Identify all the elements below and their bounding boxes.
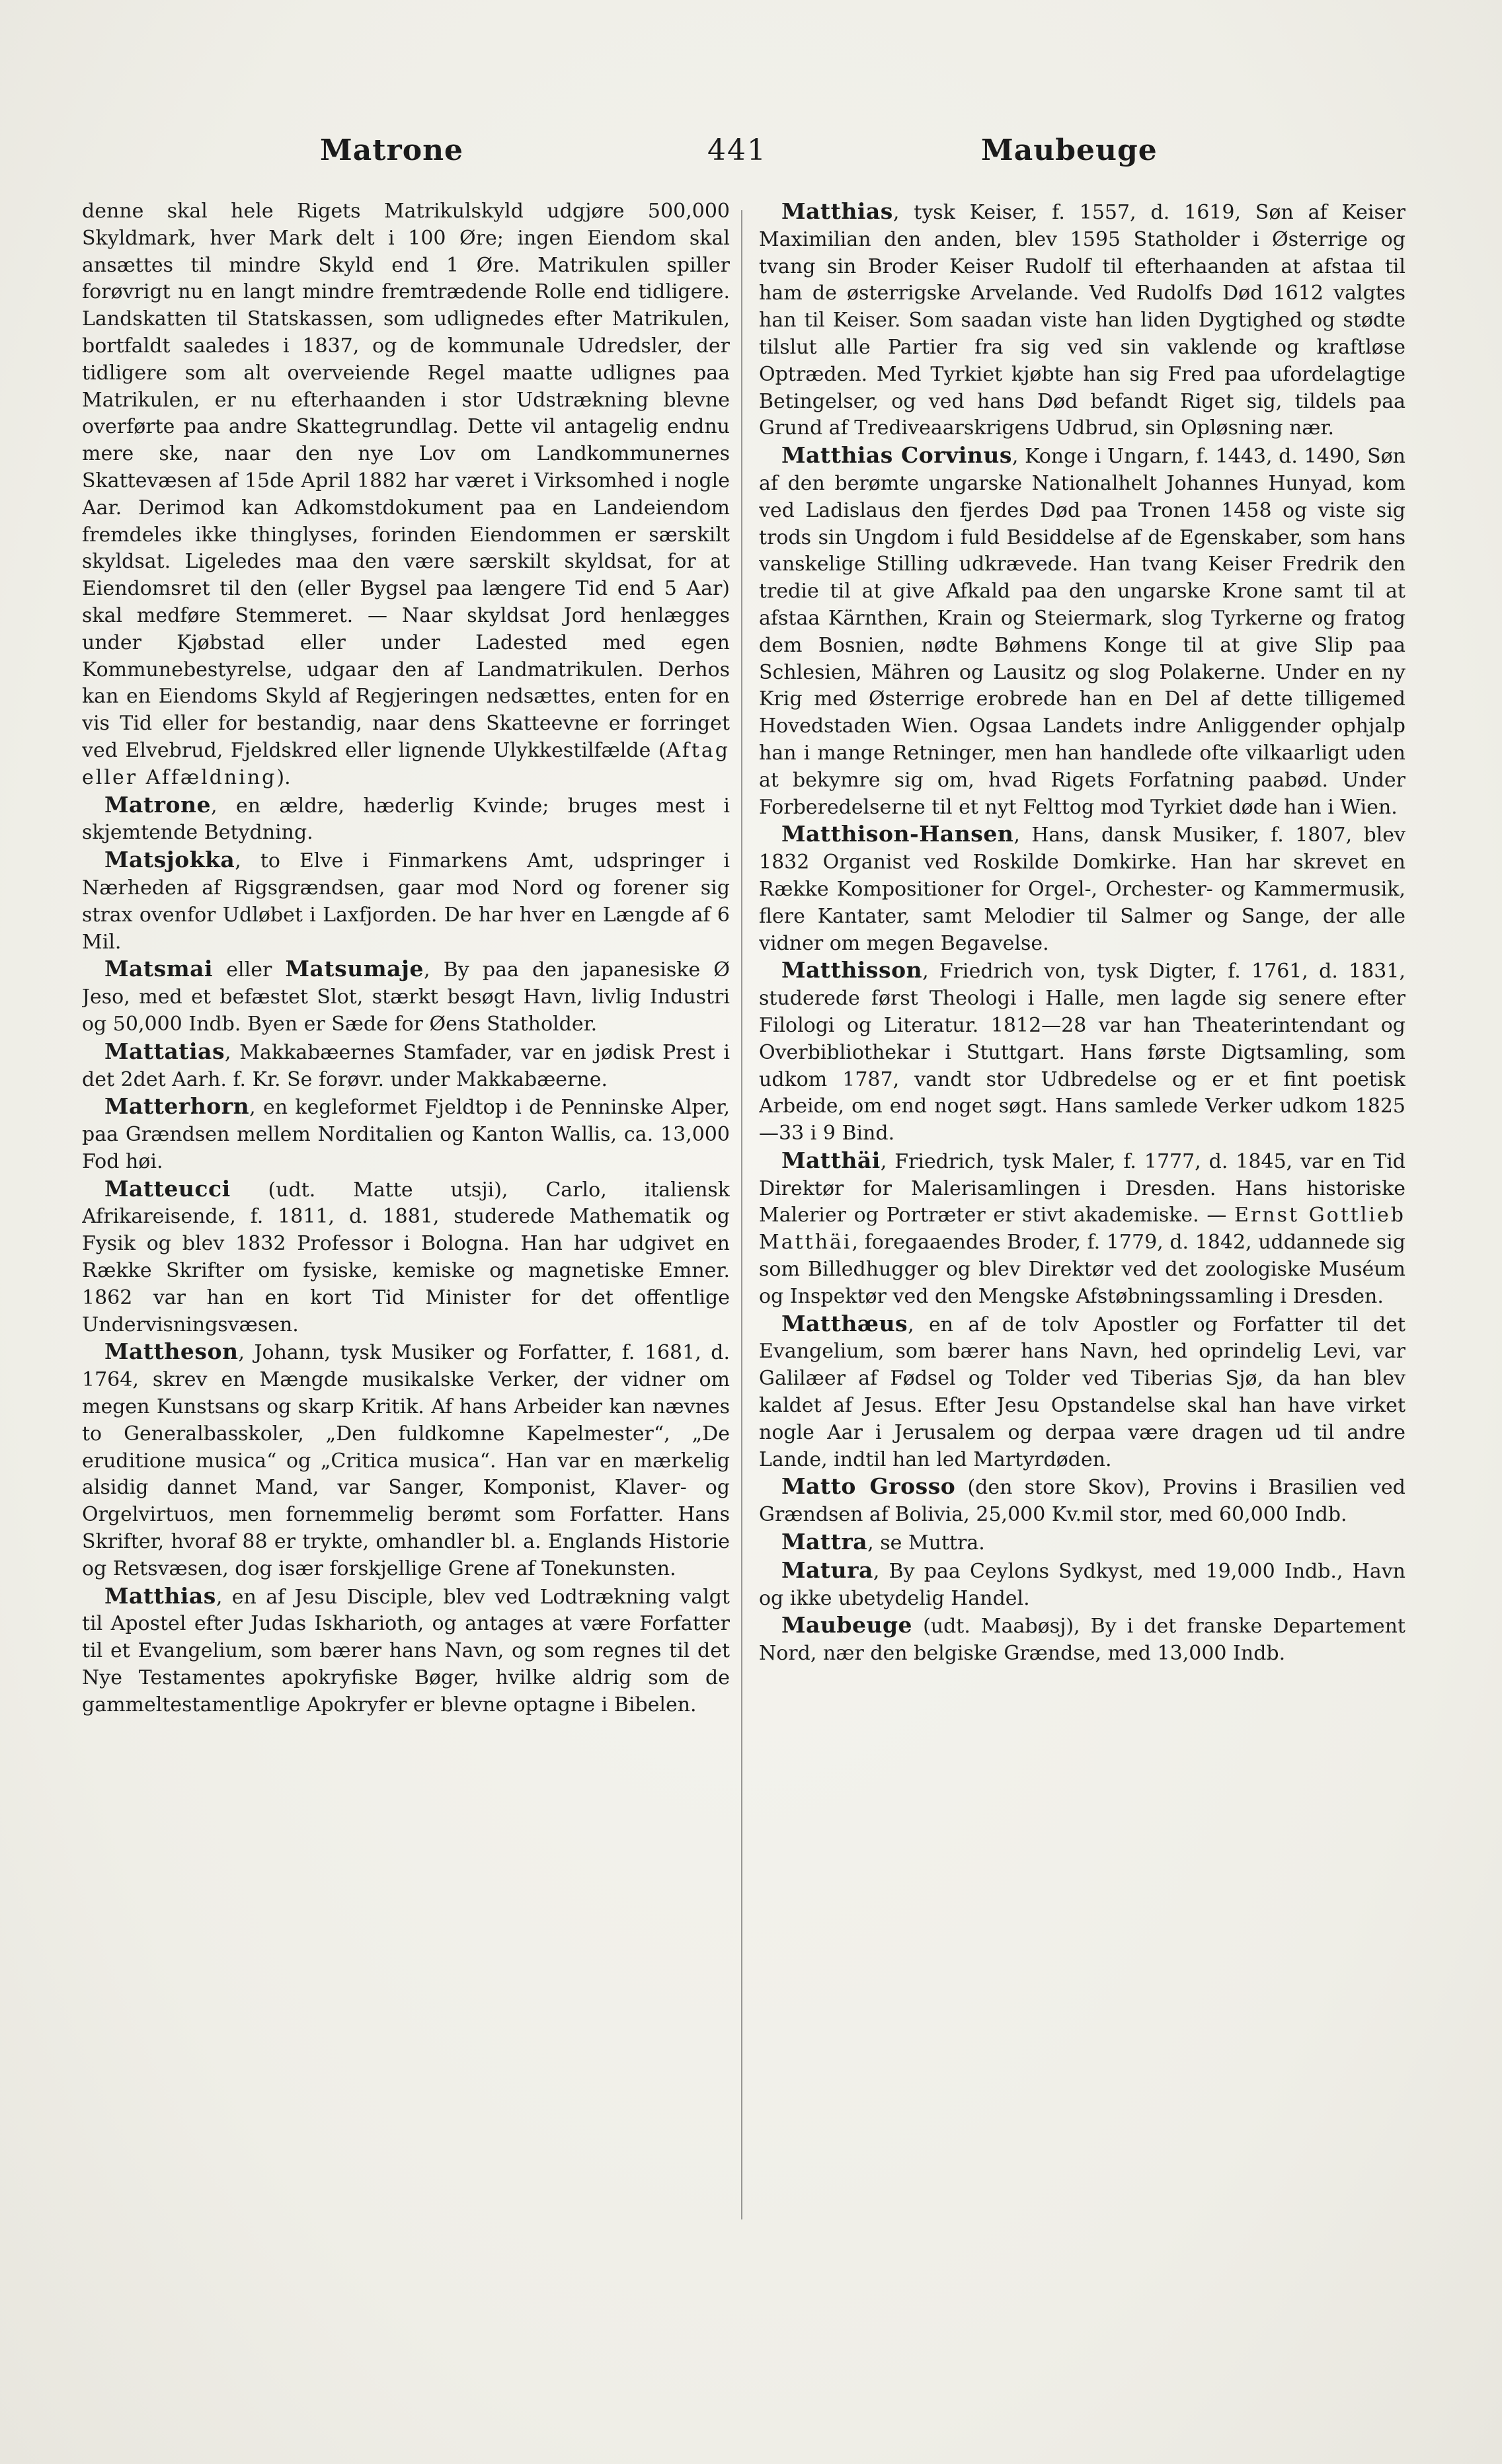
- continued-text-end: ).: [276, 765, 291, 789]
- entry-headword: Matthäi: [781, 1147, 881, 1173]
- entry-text: , Konge i Ungarn, f. 1443, d. 1490, Søn af den berømte ungarske Nationalhelt Johannes Hunyad, kom ved Ladislaus den fjerdes Død paa Tronen 1458 og viste sig trods sin Ungdom i fuld Besiddelse af de Egenskaber, som hans vanskelige Stilling udkrævede. Han tvang Keiser Fredrik den tredie til at give Afkald paa den ungarske Krone samt til at afstaa Kärnthen, Krain og Steiermark, slog Tyrkerne og fratog dem Bosnien, nødte Bøhmens Konge til at give Slip paa Schlesien, Mähren og Lausitz og slog Polakerne. Under en ny Krig med Østerrige erobrede han en Del af dette tilligemed Hovedstaden Wien. Ogsaa Landets indre Anliggender ophjalp han i mange Retninger, men han handlede ofte vilkaarligt uden at bekymre sig om, hvad Rigets Forfatning paabød. Under Forberedelserne til et nyt Felttog mod Tyrkiet døde han i Wien.: [759, 445, 1405, 819]
- entry: [82, 1338, 730, 1582]
- spaced-name: Ernst Gottlieb Matthäi: [759, 1204, 1405, 1254]
- entry: [759, 821, 1405, 957]
- entry: [759, 1147, 1405, 1311]
- entry: [82, 1093, 730, 1175]
- entry-headword: Mattheson: [104, 1338, 239, 1365]
- entry: [759, 198, 1405, 442]
- entry: [759, 1473, 1405, 1529]
- entry: [82, 1038, 730, 1094]
- page-header: [82, 124, 1404, 177]
- entry-text: , By paa den japanesiske Ø Jeso, med et befæstet Slot, stærkt besøgt Havn, livlig Industri og 50,000 Indb. Byen er Sæde for Øens Statholder.: [82, 958, 730, 1036]
- spaced-term: Aftag eller Affældning: [82, 738, 730, 789]
- entry-text: , Friedrich, tysk Maler, f. 1777, d. 1845, var en Tid Direktør for Malerisamlingen i Dresden. Hans historiske Malerier og Portræter er stivt akademiske. —: [759, 1149, 1405, 1227]
- entry-text: , Johann, tysk Musiker og Forfatter, f. 1681, d. 1764, skrev en Mængde musikalske Verker, der vidner om megen Kunstsans og skarp Kritik. Af hans Arbeider kan nævnes to Generalbasskoler, „Den fuldkomne Kapelmester“, „De eruditione musica“ og „Critica musica“. Han var en mærkelig alsidig dannet Mand, var Sanger, Komponist, Klaver- og Orgelvirtuos, men fornemmelig berømt som Forfatter. Hans Skrifter, hvoraf 88 er trykte, omhandler bl. a. Englands Historie og Retsvæsen, dog især forskjellige Grene af Tonekunsten.: [82, 1341, 730, 1580]
- entry-headword: Matthisson: [781, 957, 923, 983]
- entry: [759, 442, 1405, 821]
- entry-text: , se Muttra.: [867, 1531, 985, 1555]
- entry-text: , By paa Ceylons Sydkyst, med 19,000 Indb., Havn og ikke ubetydelig Handel.: [759, 1559, 1405, 1610]
- entry-text: , Friedrich von, tysk Digter, f. 1761, d. 1831, studerede først Theologi i Halle, men lagde sig senere efter Filologi og Literatur. 1812—28 var han Theaterintendant og Overbibliothekar i Stuttgart. Hans første Digtsamling, som udkom 1787, vandt stor Udbredelse og er et fint poetisk Arbeide, om end noget søgt. Hans samlede Verker udkom 1825—33 i 9 Bind.: [759, 960, 1405, 1145]
- entry-text: , tysk Keiser, f. 1557, d. 1619, Søn af Keiser Maximilian den anden, blev 1595 Statholder i Østerrige og tvang sin Broder Keiser Rudolf til efterhaanden at afstaa til ham de østerrigske Arvelande. Ved Rudolfs Død 1612 valgtes han til Keiser. Som saadan viste han liden Dygtighed og stødte tilslut alle Partier fra sig ved sin vaklende og kraftløse Optræden. Med Tyrkiet kjøbte han sig Fred paa ufordelagtige Betingelser, og ved hans Død befandt Riget sig, tildels paa Grund af Tredivеaarskrigens Udbrud, sin Opløsning nær.: [759, 201, 1405, 440]
- entry-text: , Hans, dansk Musiker, f. 1807, blev 1832 Organist ved Roskilde Domkirke. Han har skrevet en Række Kompositioner for Orgel-, Orchester- og Kammermusik, flere Kantater, samt Melodier til Salmer og Sange, der alle vidner om megen Begavelse.: [759, 824, 1405, 955]
- entry-headword-alt: Matsumaje: [285, 956, 424, 982]
- entry-headword: Matterhorn: [104, 1093, 250, 1120]
- entry-headword: Matura: [781, 1557, 873, 1583]
- entry-text: (udt. Maabøsj), By i det franske Departement Nord, nær den belgiske Grændse, med 13,000 Indb.: [759, 1615, 1405, 1666]
- entry-text: (den store Skov), Provins i Brasilien ved Grændsen af Bolivia, 25,000 Kv.mil stor, med 60,000 Indb.: [759, 1476, 1405, 1527]
- entry-text: (udt. Matte utsji), Carlo, italiensk Afrikareisende, f. 1811, d. 1881, studerede Mathematik og Fysik og blev 1832 Professor i Bologna. Han har udgivet en Række Skrifter om fysiske, kemiske og magnetiske Emner. 1862 var han en kort Tid Minister for det offentlige Undervisningsvæsen.: [82, 1178, 730, 1336]
- entry: [82, 1176, 730, 1339]
- entry-text: , to Elve i Finmarkens Amt, udspringer i Nærheden af Rigsgrændsen, gaar mod Nord og forener sig strax ovenfor Udløbet i Laxfjorden. De har hver en Længde af 6 Mil.: [82, 849, 730, 954]
- entry: [82, 1583, 730, 1719]
- column-divider: [741, 210, 742, 2219]
- entry: [759, 1612, 1405, 1668]
- entry-headword: Mattra: [781, 1529, 868, 1555]
- entry: [82, 792, 730, 847]
- entry-headword: Matthias Corvinus: [781, 442, 1012, 469]
- entry-headword: Matteucci: [104, 1175, 231, 1202]
- entry-text: , en kegleformet Fjeldtop i de Penninske Alper, paa Grændsen mellem Norditalien og Kanton Wallis, ca. 13,000 Fod høi.: [82, 1096, 730, 1173]
- left-running-head: Matrone: [320, 134, 464, 167]
- entry: [759, 957, 1405, 1147]
- continued-text: denne skal hele Rigets Matrikulskyld udgjøre 500,000 Skyldmark, hver Mark delt i 100 Øre; ingen Eiendom skal ansættes til mindre Skyld end 1 Øre. Matrikulen spiller forøvrigt nu en langt mindre fremtrædende Rolle end tidligere. Landskatten til Statskassen, som udlignedes efter Matrikulen, bortfaldt saaledes i 1837, og de kommunale Udredsler, der tidligere som alt overveiende Regel maatte udlignes paa Matrikulen, er nu efterhaanden i stor Udstrækning blevne overførte paa andre Skattegrundlag. Dette vil antagelig endnu mere ske, naar den nye Lov om Landkommunernes Skattevæsen af 15de April 1882 har været i Virksomhed i nogle Aar. Derimod kan Adkomstdokument paa en Landeiendom fremdeles ikke thinglyses, forinden Eiendommen er særskilt skyldsat. Ligeledes maa den være særskilt skyldsat, for at Eiendomsret til den (eller Bygsel paa længere Tid end 5 Aar) skal medføre Stemmeret. — Naar skyldsat Jord henlægges under Kjøbstad eller under Ladested med egen Kommunebestyrelse, udgaar den af Landmatrikulen. Derhos kan en Eiendoms Skyld af Regjeringen nedsættes, enten for en vis Tid eller for bestandig, naar dens Skatteevne er forringet ved Elvebrud, Fjeldskred eller lignende Ulykkestilfælde (: [82, 200, 730, 762]
- entry-text: , en af Jesu Disciple, blev ved Lodtrækning valgt til Apostel efter Judas Iskharioth, og antages at være Forfatter til et Evangelium, som bærer hans Navn, og som regnes til det Nye Testamentes apokryfiske Bøger, hvilke aldrig som de gammeltestamentlige Apokryfer er blevne optagne i Bibelen.: [82, 1585, 730, 1716]
- entry: [82, 847, 730, 956]
- continued-paragraph: [82, 198, 730, 792]
- entry: [759, 1529, 1405, 1557]
- entry-headword: Matthæus: [781, 1310, 908, 1336]
- entry: [759, 1311, 1405, 1474]
- entry-text: , foregaaendes Broder, f. 1779, d. 1842, uddannede sig som Billedhugger og blev Direktør ved det zoologiske Muséum og Inspektør ved den Mengske Afstøbningssamling i Dresden.: [759, 1231, 1405, 1308]
- entry-text: , en ældre, hæderlig Kvinde; bruges mest i skjemtende Betydning.: [82, 794, 730, 845]
- entry-headword: Matsjokka: [104, 847, 235, 873]
- entry-headword: Matthias: [104, 1582, 216, 1609]
- entry-text: , Makkabæernes Stamfader, var en jødisk Prest i det 2det Aarh. f. Kr. Se forøvr. under Makkabæerne.: [82, 1040, 730, 1091]
- left-column: [82, 198, 730, 2234]
- page-number: 441: [707, 134, 767, 167]
- entry-headword: Matthison-Hansen: [781, 821, 1014, 847]
- entry: [759, 1557, 1405, 1613]
- right-running-head: Maubeuge: [981, 134, 1158, 167]
- entry-headword: Matthias: [781, 198, 893, 224]
- entry-text: , en af de tolv Apostler og Forfatter til det Evangelium, som bærer hans Navn, hed oprindelig Levi, var Galilæer af Fødsel og Tolder ved Tiberias Sjø, da han blev kaldet af Jesus. Efter Jesu Opstandelse skal han have virket nogle Aar i Jerusalem og derpaa være dragen ud til andre Lande, indtil han led Martyrdøden.: [759, 1313, 1405, 1471]
- entry-headword: Matsmai: [104, 956, 214, 982]
- entry-headword: Mattatias: [104, 1038, 225, 1064]
- entry: [82, 956, 730, 1038]
- right-column: [759, 198, 1405, 2234]
- entry-headword: Matrone: [104, 791, 212, 818]
- entry-text: eller: [213, 958, 286, 982]
- entry-headword: Maubeuge: [781, 1612, 913, 1638]
- entry-headword: Matto Grosso: [781, 1473, 956, 1500]
